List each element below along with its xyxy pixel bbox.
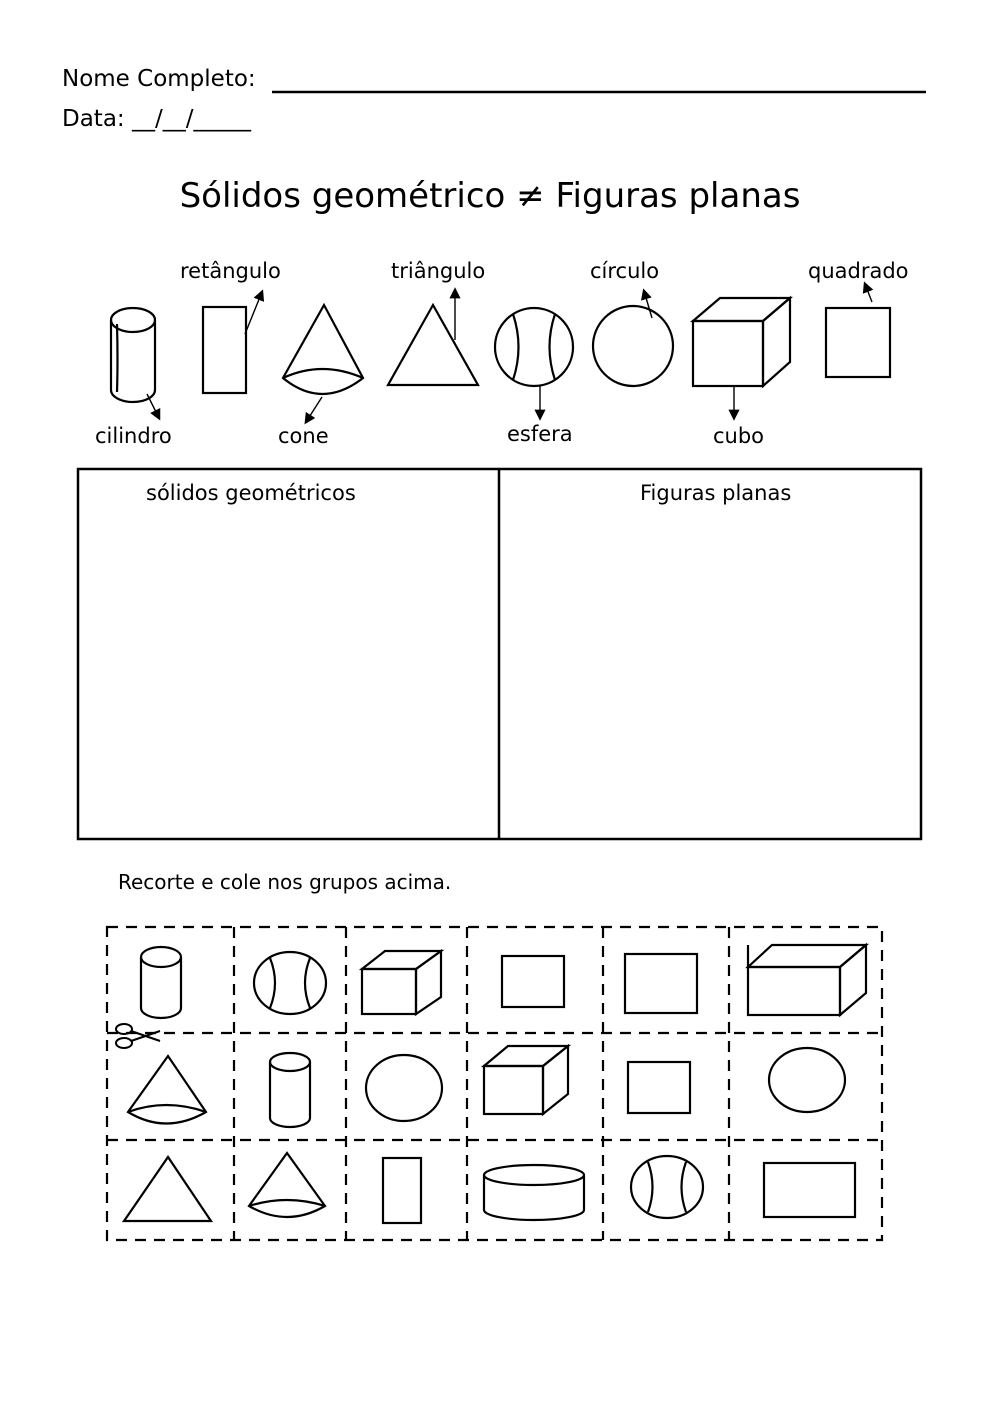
- cutout-cylinder[interactable]: [484, 1165, 584, 1220]
- legend-cone-icon: [283, 305, 363, 394]
- cutout-cylinder[interactable]: [270, 1053, 310, 1127]
- scissors-icon: [116, 1024, 160, 1048]
- legend-square-icon: [826, 308, 890, 377]
- cutout-triangle[interactable]: [124, 1157, 211, 1221]
- legend-triangle-icon: [388, 305, 478, 385]
- cutout-rectangular-prism[interactable]: [484, 1046, 568, 1114]
- legend-cube-icon: [693, 298, 790, 386]
- cutout-sphere[interactable]: [254, 952, 326, 1014]
- arrow-quadrado: [865, 284, 872, 302]
- cutout-rectangle[interactable]: [764, 1163, 855, 1217]
- cutout-square[interactable]: [628, 1062, 690, 1113]
- name-label: Nome Completo:: [62, 66, 256, 92]
- cutout-sphere[interactable]: [631, 1156, 703, 1218]
- cutout-circle[interactable]: [366, 1055, 442, 1121]
- cutout-rectangular-prism[interactable]: [748, 945, 866, 1015]
- cutout-rectangle[interactable]: [383, 1158, 421, 1223]
- solids-drop-area[interactable]: [80, 515, 497, 837]
- label-cilindro: cilindro: [95, 424, 172, 448]
- instruction-text: Recorte e cole nos grupos acima.: [118, 870, 452, 894]
- legend-cylinder-icon: [111, 308, 155, 402]
- label-cone: cone: [278, 424, 329, 448]
- cutout-square[interactable]: [502, 956, 564, 1007]
- cutout-cylinder[interactable]: [141, 947, 181, 1018]
- cutout-cone[interactable]: [128, 1056, 206, 1124]
- label-triangulo: triângulo: [391, 259, 486, 283]
- label-circulo: círculo: [590, 259, 660, 283]
- cutout-cube[interactable]: [362, 951, 441, 1014]
- planes-drop-area[interactable]: [501, 515, 919, 837]
- arrow-retangulo: [245, 292, 262, 334]
- arrow-circulo: [644, 291, 652, 318]
- legend-rectangle-icon: [203, 307, 246, 393]
- solids-column-header: sólidos geométricos: [146, 481, 356, 505]
- planes-column-header: Figuras planas: [640, 481, 792, 505]
- date-label: Data: __/__/_____: [62, 106, 251, 132]
- cutout-circle[interactable]: [769, 1048, 845, 1112]
- page-title: Sólidos geométrico ≠ Figuras planas: [179, 176, 801, 216]
- label-retangulo: retângulo: [180, 259, 281, 283]
- legend-sphere-icon: [495, 308, 573, 386]
- cutout-square[interactable]: [625, 954, 697, 1013]
- legend-circle-icon: [593, 306, 673, 386]
- label-cubo: cubo: [713, 424, 765, 448]
- label-quadrado: quadrado: [808, 259, 909, 283]
- arrow-cone: [306, 397, 322, 422]
- cutout-grid: [107, 927, 882, 1240]
- cutout-cone[interactable]: [249, 1153, 325, 1217]
- arrow-cilindro: [147, 394, 159, 418]
- label-esfera: esfera: [507, 422, 573, 446]
